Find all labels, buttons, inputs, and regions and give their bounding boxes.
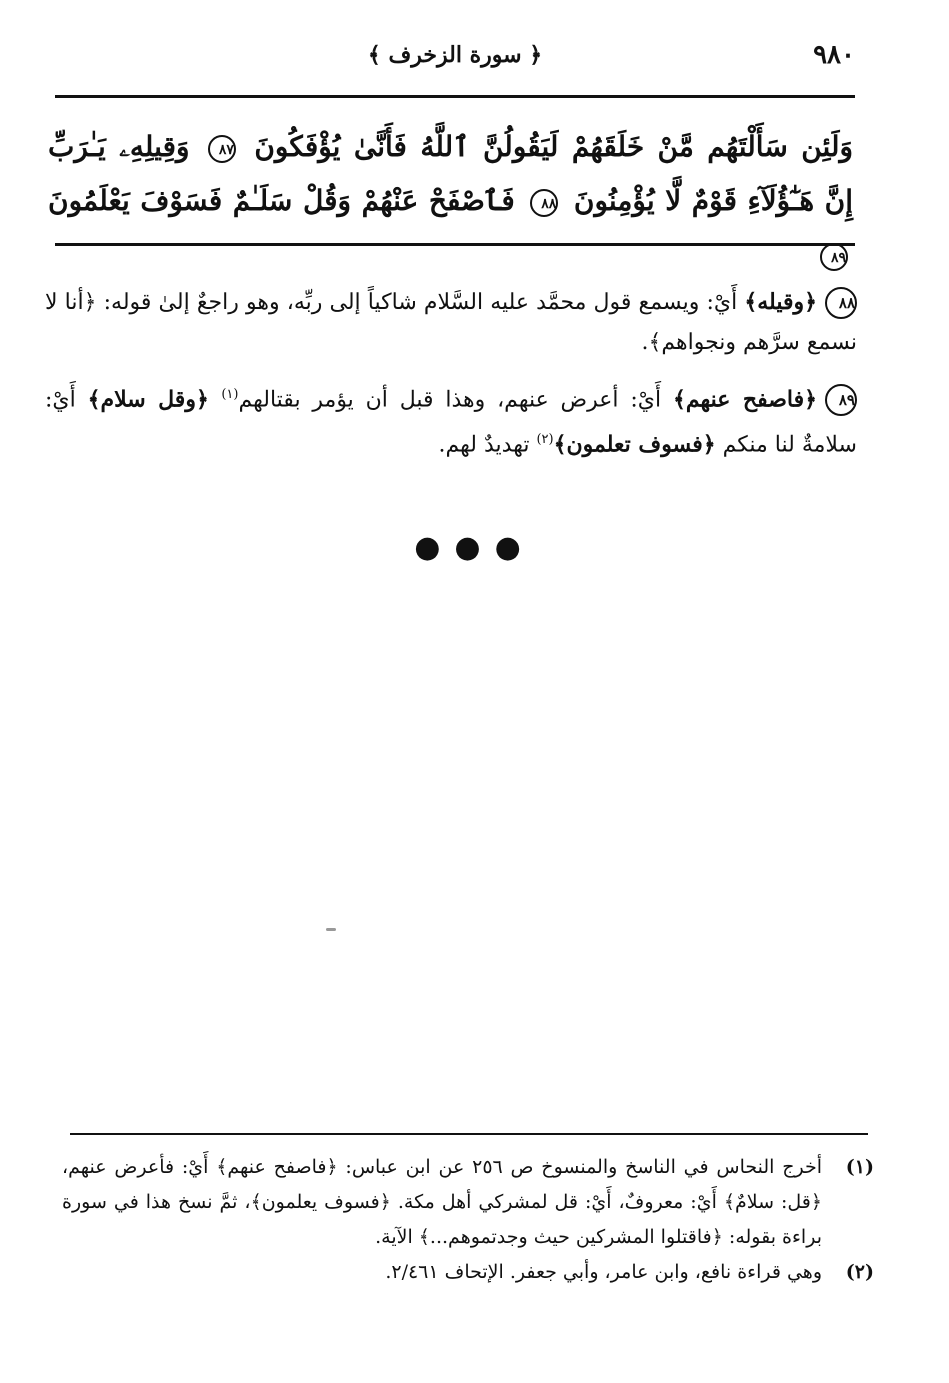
quoted-phrase: ﴿فاصفح عنهم﴾	[672, 386, 817, 413]
footnotes	[62, 1150, 874, 1290]
header-rule	[55, 95, 855, 98]
scan-speck	[326, 928, 336, 931]
footnote-number: (٢)	[845, 1261, 874, 1283]
footnote-text: أخرج النحاس في الناسخ والمنسوخ ص ٢٥٦ عن ابن عباس: ﴿فاصفح عنهم﴾ أَيْ: فأعرض عنهم، ﴿قل: سلامٌ﴾ أَيْ: معروفٌ، أَيْ: قل لمشركي أهل مكة. ﴿فسوف يعلمون﴾، ثمَّ نسخ هذا في سورة براءة بقوله: ﴿فاقتلوا المشركين حيث وجدتموهم...﴾ الآية.	[62, 1156, 822, 1248]
quoted-phrase: ﴿وقل سلام﴾	[87, 386, 222, 413]
quran-verses	[48, 120, 853, 282]
footnote-1	[62, 1150, 874, 1255]
verse-88-text: وَقِيلِهِۦ يَـٰرَبِّ إِنَّ هَـٰٓؤُلَآءِ قَوْمٌ لَّا يُؤْمِنُونَ	[48, 130, 854, 217]
footnote-number: (١)	[845, 1156, 874, 1178]
footnote-rule	[70, 1133, 868, 1135]
verse-87-number: ٨٧	[208, 135, 236, 163]
footnote-2	[62, 1255, 874, 1290]
surah-title: ﴿ سورة الزخرف ﴾	[367, 42, 543, 68]
verse-89-number: ٨٩	[820, 243, 848, 271]
commentary	[45, 282, 857, 478]
verse-87-text: وَلَئِن سَأَلْتَهُم مَّنْ خَلَقَهُمْ لَيَقُولُنَّ ٱللَّهُ فَأَنَّىٰ يُؤْفَكُونَ	[254, 130, 854, 163]
explanation-text: أَيْ: أعرض عنهم، وهذا قبل أن يؤمر بقتالهم	[238, 387, 673, 413]
section-separator: ●●●	[414, 530, 535, 565]
page-header	[55, 38, 855, 82]
quoted-phrase: ﴿وقيله﴾	[744, 289, 818, 315]
page-number: ٩٨٠	[813, 40, 855, 70]
footnote-text: وهي قراءة نافع، وابن عامر، وأبي جعفر. الإتحاف ٢/٤٦١.	[385, 1261, 822, 1283]
footnote-ref[interactable]: (١)	[221, 387, 239, 402]
explanation-text: تهديدٌ لهم.	[438, 432, 537, 458]
verse-ref-marker: ٨٨	[825, 287, 857, 319]
verse-89-text: فَٱصْفَحْ عَنْهُمْ وَقُلْ سَلَـٰمٌ فَسَوْفَ يَعْلَمُونَ	[48, 184, 515, 217]
verse-ref-marker: ٨٩	[825, 384, 857, 416]
explanation-text: أَيْ: سلامةٌ لنا منكم	[45, 387, 857, 458]
commentary-entry-89	[45, 375, 857, 466]
commentary-entry-88	[45, 282, 857, 363]
quoted-phrase: ﴿فسوف تعلمون﴾	[553, 431, 716, 458]
explanation-text: أَيْ: ويسمع قول محمَّد عليه السَّلام شاكياً إلى ربِّه، وهو راجعٌ إلىٰ قوله: ﴿أنا لا نسمع سرَّهم ونجواهم﴾.	[45, 290, 857, 355]
footnote-ref[interactable]: (٢)	[536, 432, 554, 448]
verses-rule	[55, 243, 855, 246]
verse-88-number: ٨٨	[530, 189, 558, 217]
